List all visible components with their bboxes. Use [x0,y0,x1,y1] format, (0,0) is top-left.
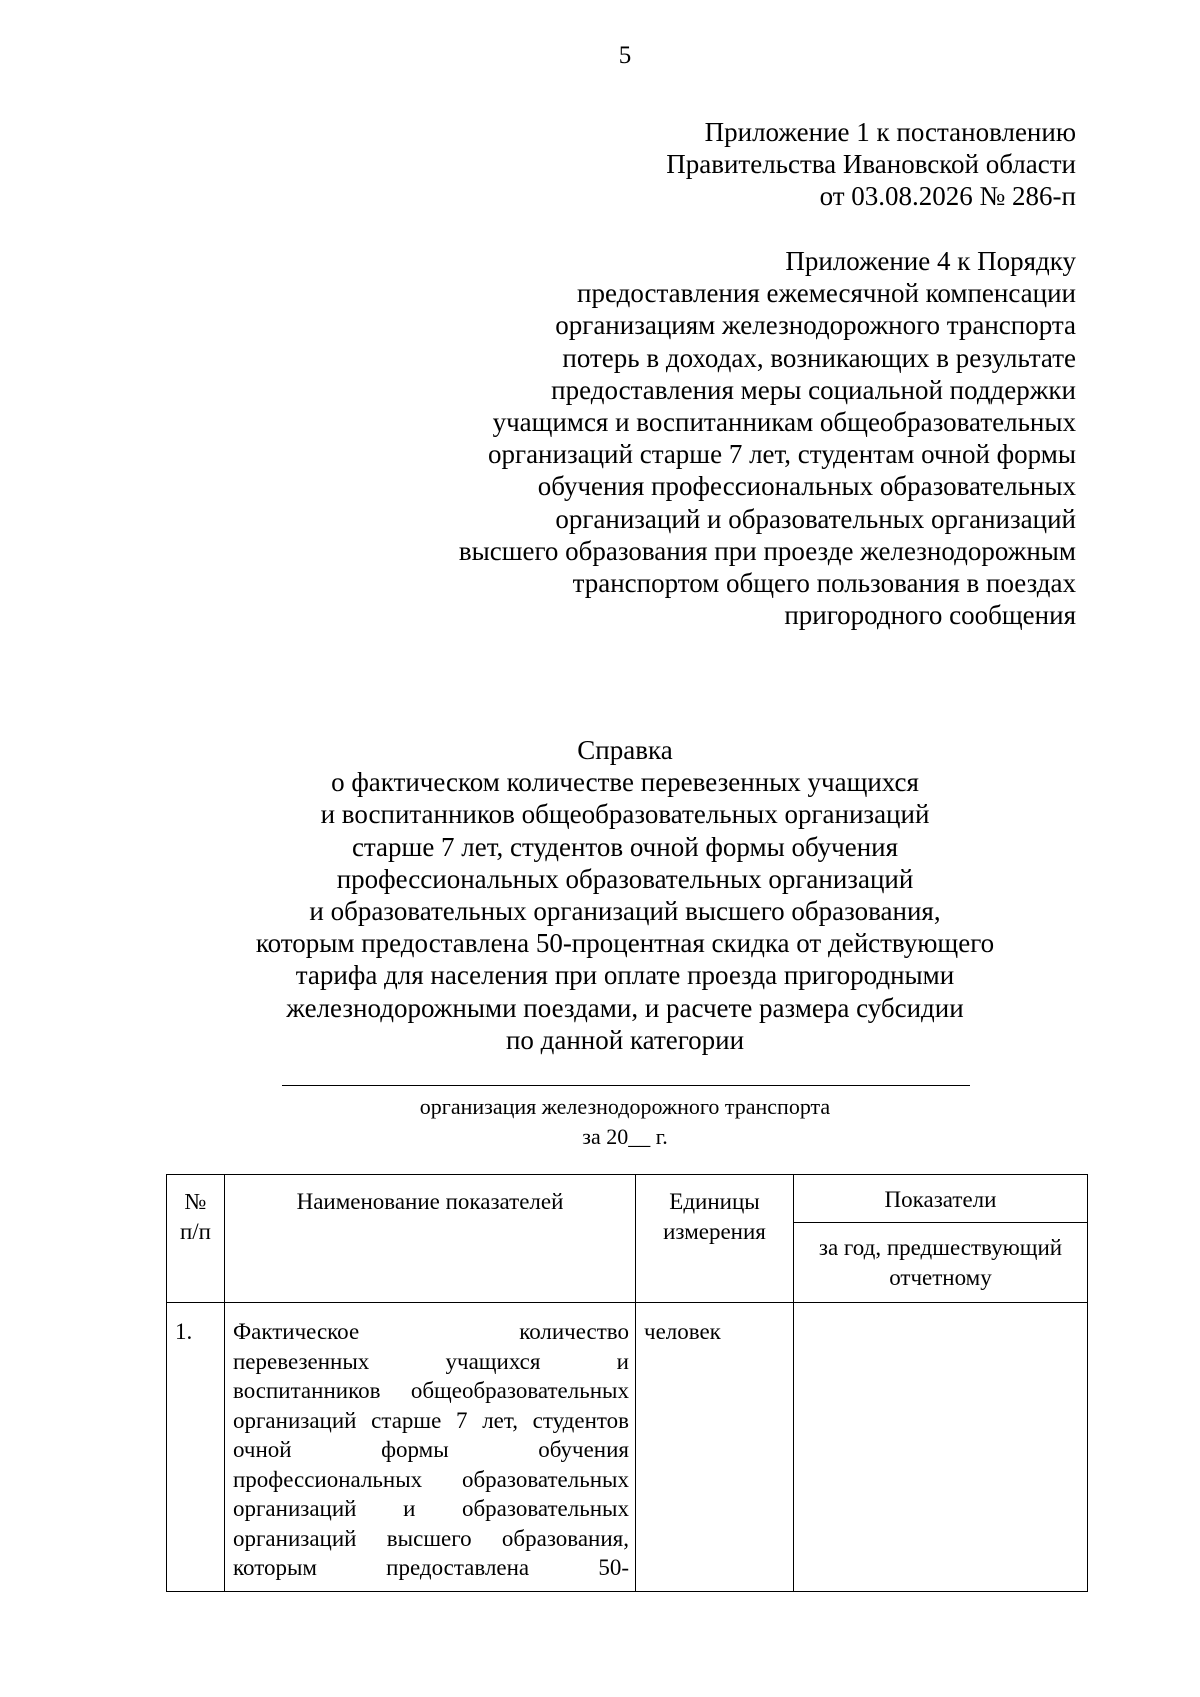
title-line: о фактическом количестве перевезенных учащихся [331,767,919,798]
title-line: тарифа для населения при оплате проезда пригородными [295,960,955,991]
row-indicator-line: профессиональных образовательных [233,1466,629,1492]
appendix-1-line: Приложение 1 к постановлению [704,117,1076,147]
header-unit-line: Единицы [669,1189,760,1214]
table-header-row [167,1175,1088,1223]
appendix-4-line: организациям железнодорожного транспорта [555,310,1076,341]
header-previous-year-line: отчетному [889,1264,992,1290]
row-indicator-line: перевезенных учащихся и [233,1348,629,1374]
appendix-4-line: предоставления ежемесячной компенсации [577,278,1076,309]
title-line: профессиональных образовательных организаций [336,863,914,894]
appendix-4-line: учащимся и воспитанникам общеобразовательных [492,407,1076,438]
title-line: железнодорожными поездами, и расчете размера субсидии [286,992,964,1023]
header-number-line: п/п [179,1218,211,1244]
appendix-4-line: высшего образования при проезде железнодорожным [458,535,1076,566]
appendix-4-line: организаций старше 7 лет, студентам очной формы [488,439,1076,470]
row-previous-year-value [794,1303,1088,1592]
table-row [167,1303,1088,1592]
header-unit [636,1175,794,1303]
title-line: и воспитанников общеобразовательных организаций [320,799,930,830]
organization-fill-line [282,1085,970,1086]
indicators-table [166,1174,1088,1592]
appendix-4-header [459,245,1076,631]
appendix-4-line: транспортом общего пользования в поездах [572,568,1076,599]
header-number-line: № [184,1189,207,1214]
row-indicator-line: которым предоставлена 50- [233,1555,629,1580]
title-line: и образовательных организаций высшего образования, [309,896,941,927]
row-indicator-line: организаций старше 7 лет, студентов [233,1407,629,1433]
appendix-4-line: организаций и образовательных организаций [555,503,1076,534]
row-indicator-line: организаций и образовательных [233,1496,629,1521]
row-indicator-line: воспитанников общеобразовательных [233,1378,629,1403]
organization-caption: организация железнодорожного транспорта [419,1094,831,1119]
document-title [0,734,1200,1056]
title-line: Справка [577,735,673,765]
appendix-1-header [666,116,1076,213]
header-indicators: Показатели [794,1175,1088,1223]
title-line: по данной категории [505,1024,745,1055]
row-unit: человек [636,1303,794,1592]
appendix-1-line: Правительства Ивановской области [666,149,1076,180]
title-line: которым предоставлена 50-процентная скидка от действующего [255,928,995,959]
row-number: 1. [167,1303,225,1592]
row-indicator-line: Фактическое количество [233,1319,629,1344]
header-unit-line: измерения [663,1218,766,1244]
reporting-period: за 20__ г. [582,1124,668,1149]
header-number [167,1175,225,1303]
appendix-4-line: пригородного сообщения [784,600,1076,631]
appendix-4-line: Приложение 4 к Порядку [785,246,1076,276]
page-number: 5 [618,42,632,69]
appendix-4-line: предоставления меры социальной поддержки [551,374,1076,405]
row-indicator-name [225,1303,636,1592]
appendix-1-line: от 03.08.2026 № 286-п [819,181,1076,212]
row-indicator-line: очной формы обучения [233,1437,629,1462]
appendix-4-line: потерь в доходах, возникающих в результате [562,342,1076,373]
title-line: старше 7 лет, студентов очной формы обучения [351,831,899,862]
header-previous-year-line: за год, предшествующий [818,1235,1063,1260]
appendix-4-line: обучения профессиональных образовательных [537,471,1076,502]
header-previous-year [794,1223,1088,1303]
row-indicator-line: организаций высшего образования, [233,1525,629,1551]
header-indicator-name: Наименование показателей [225,1175,636,1303]
